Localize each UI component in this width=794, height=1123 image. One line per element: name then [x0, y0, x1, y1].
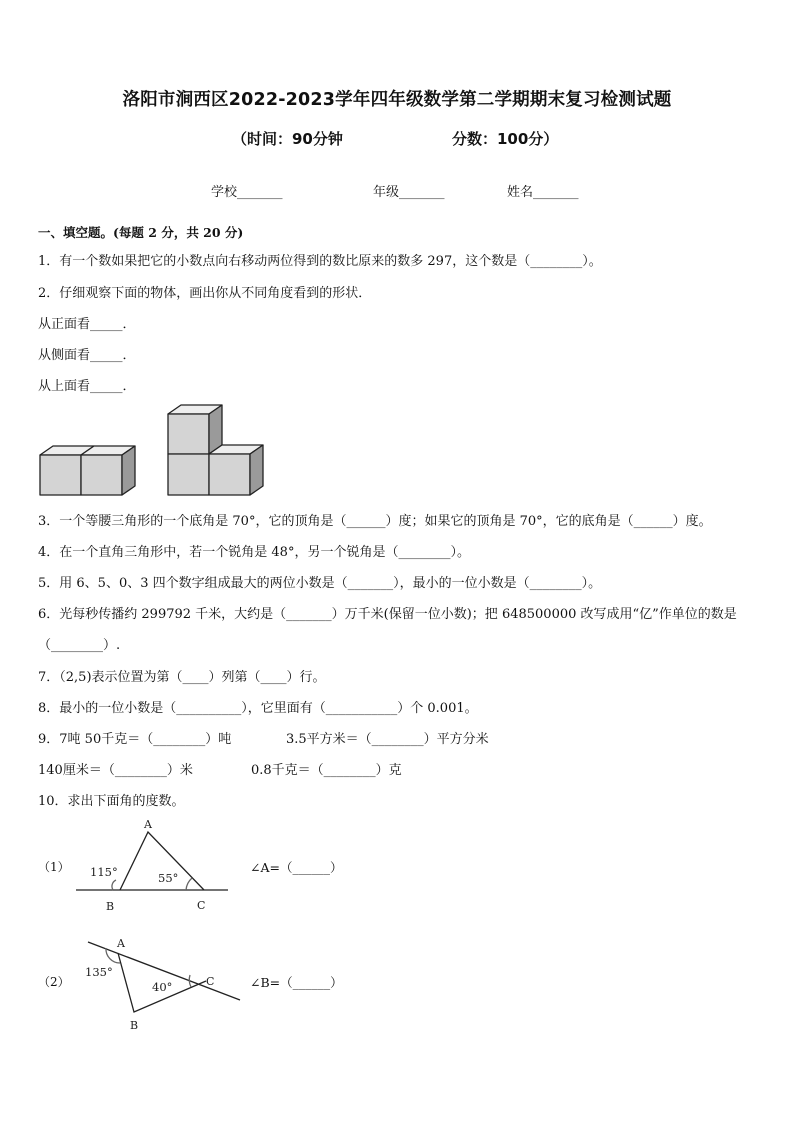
figure-1-answer: ∠A=（______）: [250, 860, 343, 875]
exam-score: 分数：100分）: [452, 130, 559, 148]
fig1-vertex-b: B: [106, 900, 115, 913]
question-9-part-2: 3.5平方米＝（________）平方分米: [286, 732, 489, 747]
fig1-angle-c: 55°: [158, 871, 179, 885]
page-title: 洛阳市涧西区2022-2023学年四年级数学第二学期期末复习检测试题: [122, 90, 672, 110]
fig1-vertex-a: A: [144, 818, 152, 831]
question-7: 7．（2,5)表示位置为第（____）列第（____）行。: [38, 670, 326, 685]
question-5: 5．用 6、5、0、3 四个数字组成最大的两位小数是（_______），最小的一位小数是（________）。: [38, 576, 602, 591]
fig1-vertex-c: C: [197, 899, 206, 912]
question-2: 2．仔细观察下面的物体，画出你从不同角度看到的形状．: [38, 286, 372, 301]
exam-time: （时间：90分钟: [232, 130, 343, 148]
question-3: 3．一个等腰三角形的一个底角是 70°，它的顶角是（______）度；如果它的顶角是 70°，它的底角是（______）度。: [38, 514, 712, 529]
fig1-angle-b: 115°: [90, 865, 118, 879]
figure-2-answer: ∠B=（______）: [250, 975, 343, 990]
section-heading: 一、填空题。(每题 2 分，共 20 分): [38, 225, 244, 240]
question-10: 10．求出下面角的度数。: [38, 794, 185, 809]
fig2-angle-a: 135°: [85, 965, 113, 979]
name-field: 姓名_______: [507, 185, 579, 200]
fig2-vertex-c: C: [206, 975, 215, 988]
question-9-part-4: 0.8千克＝（________）克: [251, 763, 402, 778]
fig2-vertex-a: A: [117, 937, 125, 950]
question-1: 1．有一个数如果把它的小数点向右移动两位得到的数比原来的数多 297，这个数是（________）。: [38, 254, 602, 269]
fig2-vertex-b: B: [130, 1019, 139, 1032]
grade-field: 年级_______: [373, 185, 445, 200]
school-field: 学校_______: [211, 185, 283, 200]
question-4: 4．在一个直角三角形中，若一个锐角是 48°，另一个锐角是（________）。: [38, 545, 470, 560]
question-9-part-1: 9．7吨 50千克＝（________）吨: [38, 732, 232, 747]
question-2-front-view: 从正面看_____．: [38, 317, 136, 332]
figure-2-label: （2）: [38, 975, 70, 989]
question-6-continued: （________）.: [38, 638, 121, 653]
question-8: 8．最小的一位小数是（__________），它里面有（___________）个 0.001。: [38, 701, 478, 716]
fig2-angle-c: 40°: [152, 980, 173, 994]
question-2-top-view: 从上面看_____．: [38, 379, 136, 394]
question-6: 6．光每秒传播约 299792 千米，大约是（_______）万千米(保留一位小数)；把 648500000 改写成用“亿”作单位的数是: [38, 607, 737, 622]
question-9-part-3: 140厘米＝（________）米: [38, 763, 193, 778]
figure-1-label: （1）: [38, 860, 70, 874]
question-2-side-view: 从侧面看_____．: [38, 348, 136, 363]
